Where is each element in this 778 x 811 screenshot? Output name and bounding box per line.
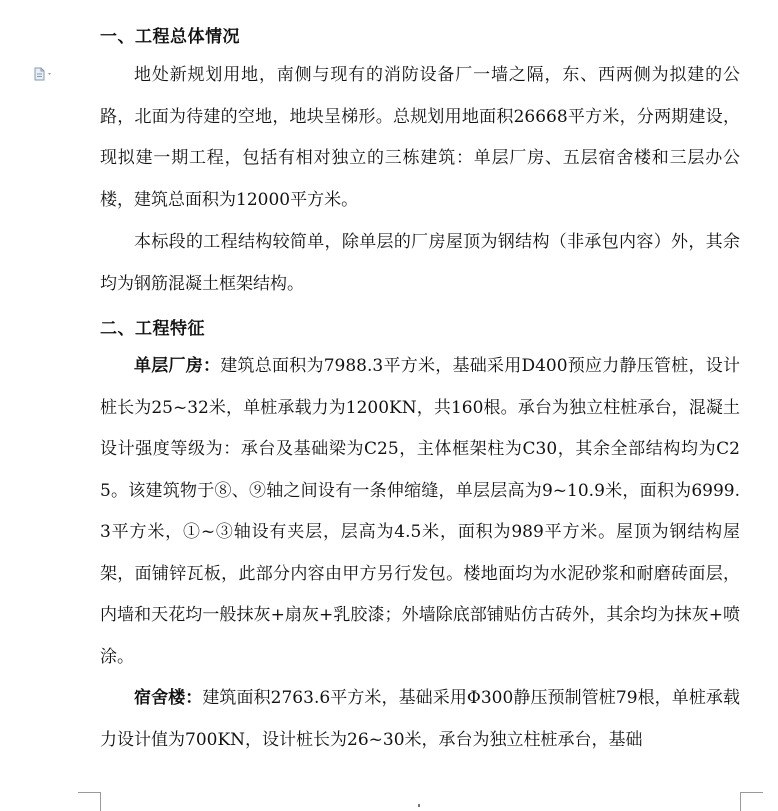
section-heading-overview: 一、工程总体情况 <box>100 27 240 47</box>
page-corner-mark-left <box>78 792 101 811</box>
section-heading-features: 二、工程特征 <box>100 319 205 339</box>
page-corner-mark-right <box>740 792 763 811</box>
factory-text: 建筑总面积为7988.3平方米，基础采用D400预应力静压管桩，设计桩长为25~32米，单桩承载力为1200KN，共160根。承台为独立柱桩承台，混凝土设计强度等级为：承台及基础梁为C25，主体框架柱为C30，其余全部结构均为C25。该建筑物于⑧、⑨轴之间设有一条伸缩缝，单层层高为9~10.9米，面积为6999.3平方米，①~③轴设有夹层，层高为4.5米，面积为989平方米。屋顶为钢结构屋架，面铺锌瓦板，此部分内容由甲方另行发包。楼地面均为水泥砂浆和耐磨砖面层，内墙和天花均一般抹灰+扇灰+乳胶漆；外墙除底部铺贴仿古砖外，其余均为抹灰+喷涂。 <box>100 356 741 667</box>
dormitory-label: 宿舍楼： <box>134 688 203 708</box>
paragraph-structure-summary: 本标段的工程结构较简单，除单层的厂房屋顶为钢结构（非承包内容）外，其余均为钢筋混凝土框架结构。 <box>100 232 740 294</box>
paragraph-factory <box>100 346 740 678</box>
paragraph-dormitory <box>100 678 740 761</box>
document-icon[interactable] <box>33 66 55 80</box>
paragraph-site-description: 地处新规划用地，南侧与现有的消防设备厂一墙之隔，东、西两侧为拟建的公路，北面为待建的空地，地块呈梯形。总规划用地面积26668平方米，分两期建设，现拟建一期工程，包括有相对独立的三栋建筑：单层厂房、五层宿舍楼和三层办公楼，建筑总面积为12000平方米。 <box>100 65 740 210</box>
dormitory-text: 建筑面积2763.6平方米，基础采用Φ300静压预制管桩79根，单桩承载力设计值为700KN，设计桩长为26~30米，承台为独立柱桩承台，基础 <box>100 688 741 750</box>
factory-label: 单层厂房： <box>134 356 221 376</box>
page-marker <box>418 804 420 807</box>
